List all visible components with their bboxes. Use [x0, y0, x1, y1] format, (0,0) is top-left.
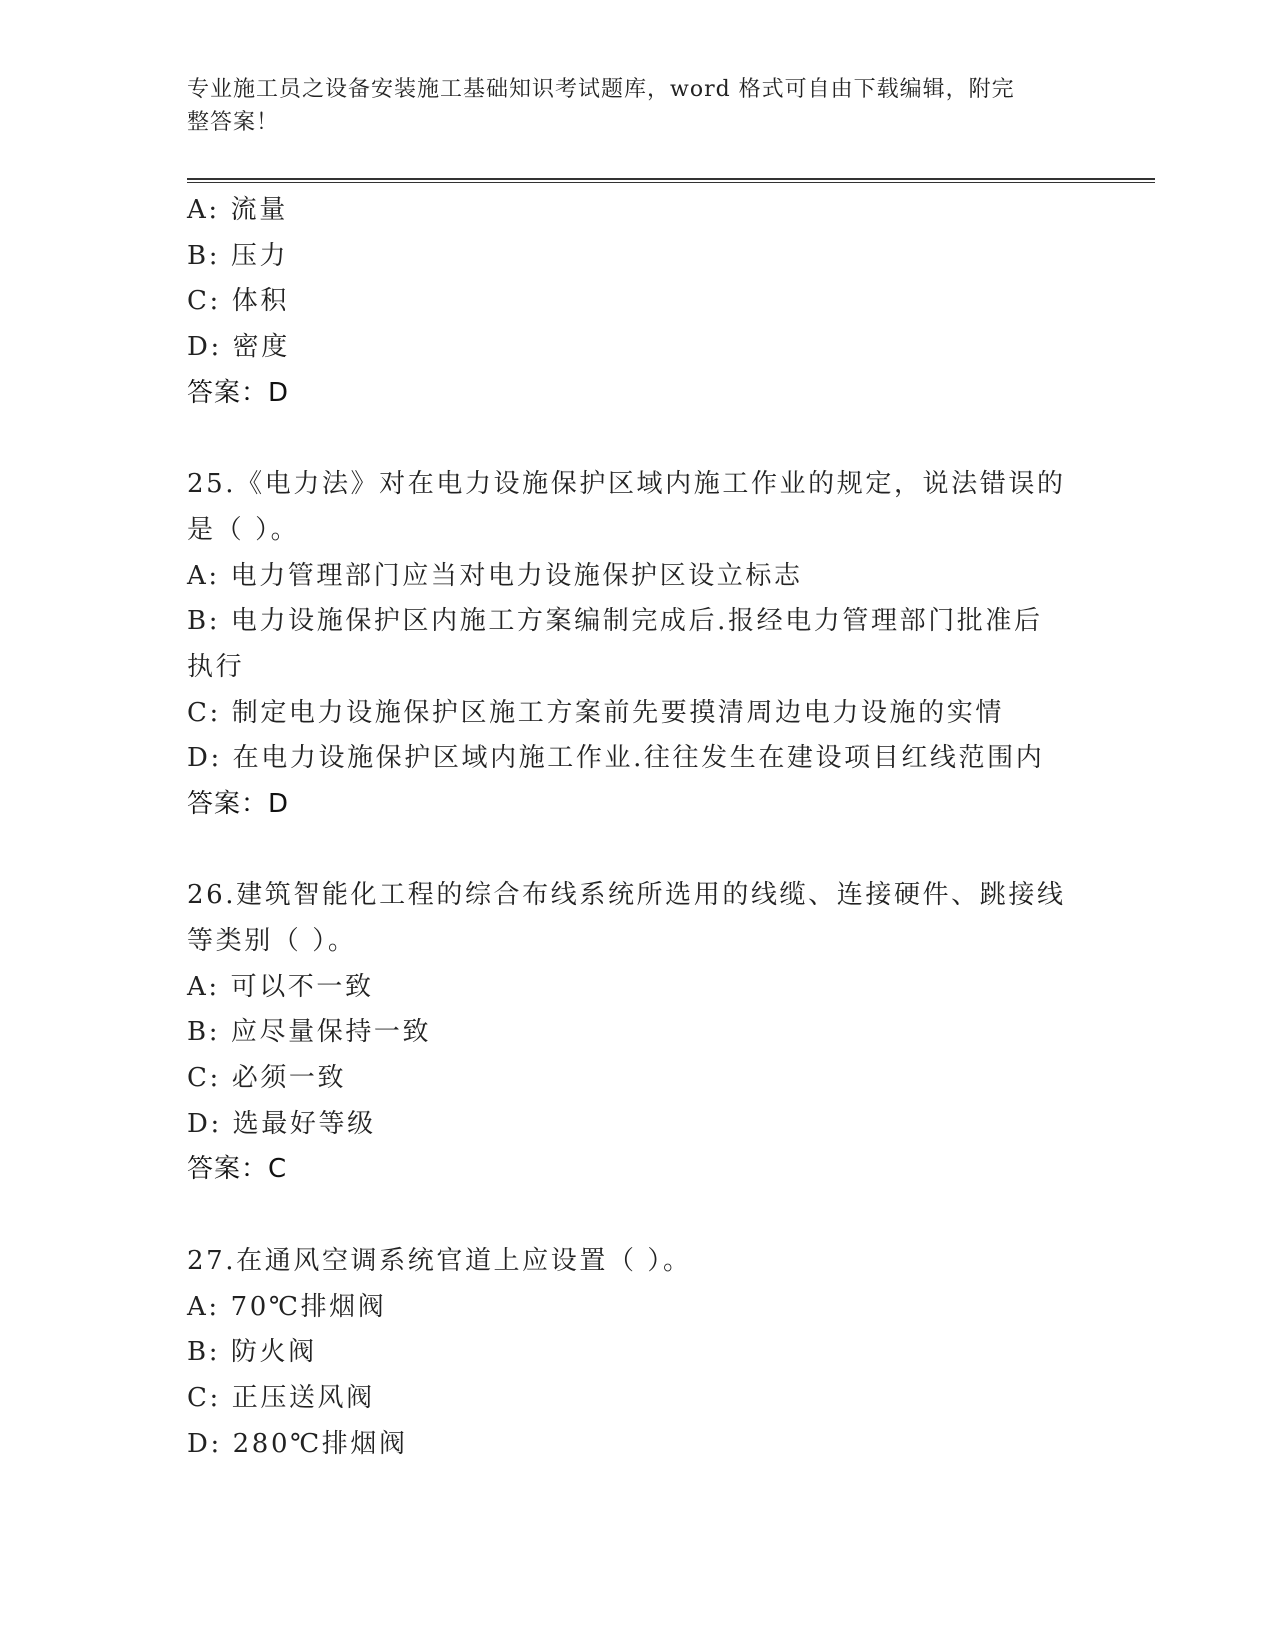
- spacer: [187, 828, 1087, 874]
- option-a: A: 可以不一致: [187, 971, 374, 1002]
- spacer: [187, 1193, 1087, 1239]
- option-b: B: 压力: [187, 240, 289, 271]
- option-b: B: 防火阀: [187, 1337, 317, 1368]
- option-b-continued: 执行: [187, 651, 245, 682]
- option-b: B: 电力设施保护区内施工方案编制完成后.报经电力管理部门批准后: [187, 606, 1043, 637]
- option-c: C: 制定电力设施保护区施工方案前先要摸清周边电力设施的实情: [187, 697, 1004, 728]
- option-d: D: 选最好等级: [187, 1108, 376, 1139]
- question-27: [187, 1239, 1087, 1467]
- question-stem: 26.建筑智能化工程的综合布线系统所选用的线缆、连接硬件、跳接线: [187, 880, 1066, 911]
- header-divider-thick: [187, 178, 1155, 180]
- question-26: [187, 873, 1087, 1193]
- question-25: [187, 462, 1087, 828]
- header-divider-thin: [187, 182, 1155, 183]
- answer-line: 答案：D: [187, 377, 290, 408]
- option-a: A: 流量: [187, 195, 288, 225]
- question-list: [187, 188, 1087, 1467]
- option-d: D: 在电力设施保护区域内施工作业.往往发生在建设项目红线范围内: [187, 743, 1045, 774]
- question-stem-continued: 等类别（ ）。: [187, 926, 357, 956]
- question-stem: 25.《电力法》对在电力设施保护区域内施工作业的规定，说法错误的: [187, 469, 1066, 500]
- option-c: C: 必须一致: [187, 1063, 347, 1094]
- question-stem-continued: 是（ ）。: [187, 514, 300, 545]
- option-c: C: 体积: [187, 286, 289, 317]
- option-a: A: 70℃排烟阀: [187, 1291, 387, 1322]
- option-d: D: 密度: [187, 332, 290, 363]
- question-24-options: [187, 188, 1087, 416]
- answer-line: 答案：D: [187, 788, 290, 819]
- header-text-line-2: 整答案！: [187, 110, 280, 135]
- option-d: D: 280℃排烟阀: [187, 1428, 408, 1459]
- option-b: B: 应尽量保持一致: [187, 1017, 432, 1048]
- spacer: [187, 416, 1087, 462]
- document-header: [187, 73, 1067, 139]
- header-text-line-1: 专业施工员之设备安装施工基础知识考试题库，word 格式可自由下载编辑，附完: [187, 77, 1015, 102]
- answer-line: 答案：C: [187, 1154, 288, 1185]
- option-c: C: 正压送风阀: [187, 1382, 375, 1413]
- question-stem: 27.在通风空调系统官道上应设置（ ）。: [187, 1245, 692, 1276]
- option-a: A: 电力管理部门应当对电力设施保护区设立标志: [187, 560, 803, 591]
